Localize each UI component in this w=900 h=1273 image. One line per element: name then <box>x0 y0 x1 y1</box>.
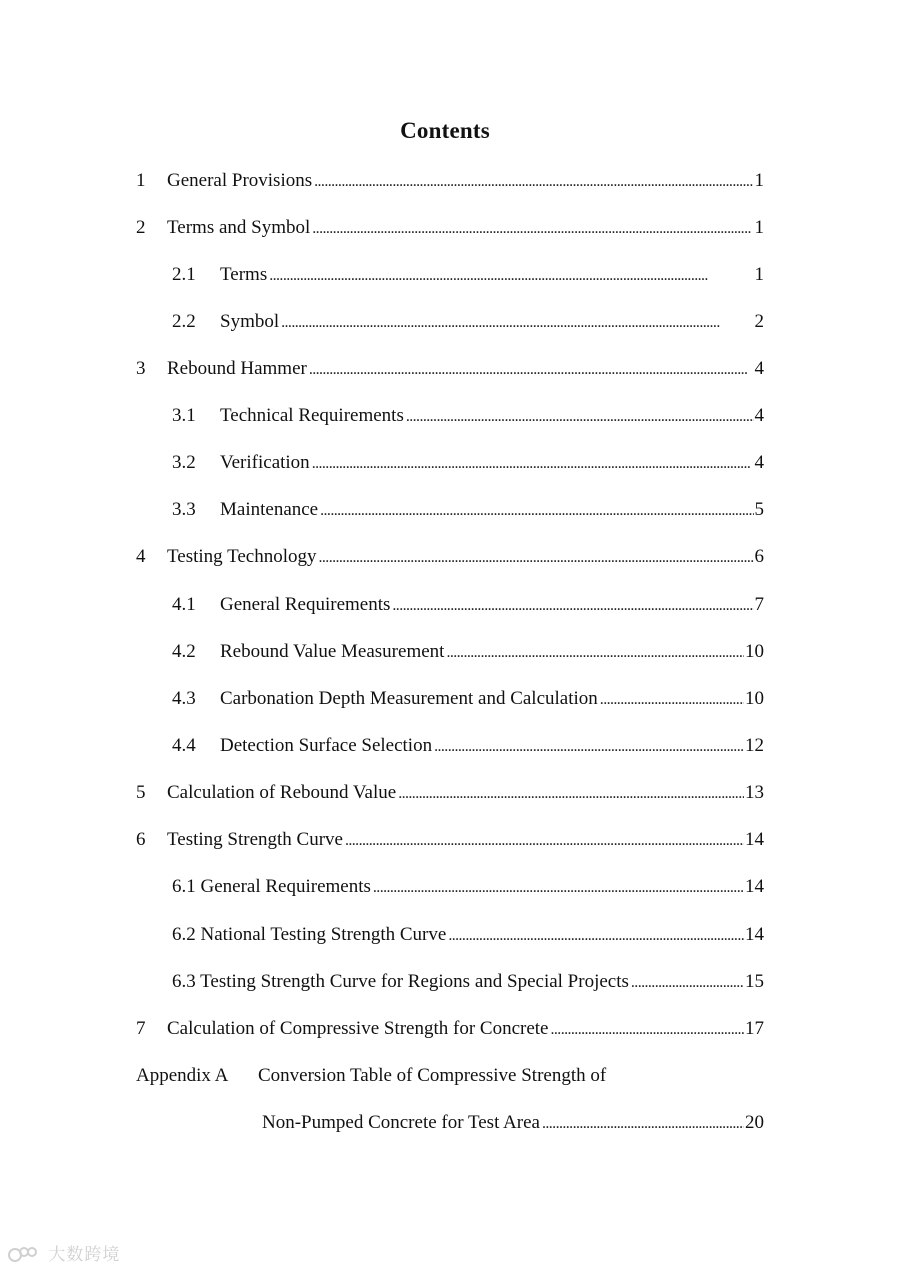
toc-entry-2-2[interactable] <box>172 308 764 336</box>
dot-leader <box>309 355 754 384</box>
toc-entry-3-2[interactable] <box>172 449 764 477</box>
section-title: Terms <box>220 264 268 285</box>
page-number: 4 <box>754 452 764 473</box>
page-number: 2 <box>754 311 764 332</box>
toc-entry-6-1[interactable] <box>172 873 764 901</box>
toc-entry-3[interactable] <box>136 355 764 383</box>
toc-entry-appendix-a-cont[interactable] <box>262 1109 764 1137</box>
section-title: Calculation of Rebound Value <box>167 782 397 803</box>
section-title: Testing Technology <box>167 546 317 567</box>
section-title: General Provisions <box>167 170 313 191</box>
section-number: 3.1 <box>172 405 196 426</box>
section-title: 6.2 National Testing Strength Curve <box>172 924 447 945</box>
watermark <box>8 1240 120 1265</box>
appendix-title-line1: Conversion Table of Compressive Strength of <box>258 1065 607 1086</box>
section-number: 2.2 <box>172 311 196 332</box>
page-title: Contents <box>400 118 490 143</box>
page-number: 17 <box>745 1018 764 1039</box>
dot-leader <box>448 921 744 950</box>
toc-entry-4-4[interactable] <box>172 732 764 760</box>
toc-entry-3-3[interactable] <box>172 496 764 524</box>
section-title: Technical Requirements <box>220 405 404 426</box>
appendix-label: Appendix A <box>136 1065 229 1086</box>
page-number: 14 <box>745 829 764 850</box>
dot-leader <box>345 826 744 855</box>
section-title: Rebound Value Measurement <box>220 641 445 662</box>
page-number: 13 <box>745 782 764 803</box>
toc-entry-6-3[interactable] <box>172 968 764 996</box>
section-title: General Requirements <box>220 594 391 615</box>
section-number: 4.3 <box>172 688 196 709</box>
dot-leader <box>269 261 753 290</box>
section-title: Rebound Hammer <box>167 358 307 379</box>
page-number: 15 <box>745 971 764 992</box>
section-title: Carbonation Depth Measurement and Calculation <box>220 688 598 709</box>
toc-entry-3-1[interactable] <box>172 402 764 430</box>
dot-leader <box>392 591 753 620</box>
dot-leader <box>551 1015 745 1044</box>
section-number: 5 <box>136 782 146 803</box>
dot-leader <box>312 214 753 243</box>
page-number: 1 <box>754 217 764 238</box>
section-number: 1 <box>136 170 146 191</box>
toc-entry-6-2[interactable] <box>172 921 764 949</box>
dot-leader <box>406 402 754 431</box>
section-number: 6 <box>136 829 146 850</box>
page-number: 20 <box>745 1112 764 1133</box>
toc-entry-6[interactable] <box>136 826 764 854</box>
section-title: Detection Surface Selection <box>220 735 433 756</box>
toc-entry-4[interactable] <box>136 543 764 571</box>
dot-leader <box>600 685 744 714</box>
page-number: 1 <box>754 264 764 285</box>
appendix-title-line2: Non-Pumped Concrete for Test Area <box>262 1112 540 1133</box>
dot-leader <box>314 167 753 196</box>
page-number: 1 <box>754 170 764 191</box>
section-title: Maintenance <box>220 499 319 520</box>
toc-entry-4-2[interactable] <box>172 638 764 666</box>
section-title: Calculation of Compressive Strength for Concrete <box>167 1018 549 1039</box>
dot-leader <box>319 543 754 572</box>
dot-leader <box>398 779 744 808</box>
page-number: 14 <box>745 924 764 945</box>
page-number: 10 <box>745 641 764 662</box>
section-number: 2.1 <box>172 264 196 285</box>
toc-entry-7[interactable] <box>136 1015 764 1043</box>
watermark-logo-icon <box>8 1246 38 1264</box>
section-number: 4.1 <box>172 594 196 615</box>
section-title: Terms and Symbol <box>167 217 311 238</box>
page-number: 4 <box>754 358 764 379</box>
section-number: 3.2 <box>172 452 196 473</box>
section-number: 3.3 <box>172 499 196 520</box>
page-number: 12 <box>745 735 764 756</box>
dot-leader <box>320 496 753 525</box>
toc-entry-4-3[interactable] <box>172 685 764 713</box>
page-number: 14 <box>745 876 764 897</box>
watermark-text: 大数跨境 <box>48 1245 121 1265</box>
dot-leader <box>434 732 744 761</box>
page-number: 6 <box>754 546 764 567</box>
toc-entry-2[interactable] <box>136 214 764 242</box>
section-number: 3 <box>136 358 146 379</box>
dot-leader <box>446 638 744 667</box>
section-number: 4 <box>136 546 146 567</box>
section-title: Symbol <box>220 311 280 332</box>
dot-leader <box>373 873 744 902</box>
section-title: Verification <box>220 452 310 473</box>
page-number: 5 <box>754 499 764 520</box>
toc-entry-appendix-a[interactable] <box>136 1062 764 1090</box>
toc-entry-4-1[interactable] <box>172 591 764 619</box>
dot-leader <box>281 308 753 337</box>
dot-leader <box>631 968 744 997</box>
section-title: 6.3 Testing Strength Curve for Regions and Special Projects <box>172 971 629 992</box>
section-number: 7 <box>136 1018 146 1039</box>
toc-entry-1[interactable] <box>136 167 764 195</box>
toc-entry-2-1[interactable] <box>172 261 764 289</box>
toc-entry-5[interactable] <box>136 779 764 807</box>
dot-leader <box>312 449 754 478</box>
page-number: 7 <box>754 594 764 615</box>
section-title: 6.1 General Requirements <box>172 876 371 897</box>
section-number: 2 <box>136 217 146 238</box>
page-number: 10 <box>745 688 764 709</box>
section-title: Testing Strength Curve <box>167 829 343 850</box>
page-number: 4 <box>754 405 764 426</box>
section-number: 4.2 <box>172 641 196 662</box>
section-number: 4.4 <box>172 735 196 756</box>
dot-leader <box>542 1109 744 1138</box>
